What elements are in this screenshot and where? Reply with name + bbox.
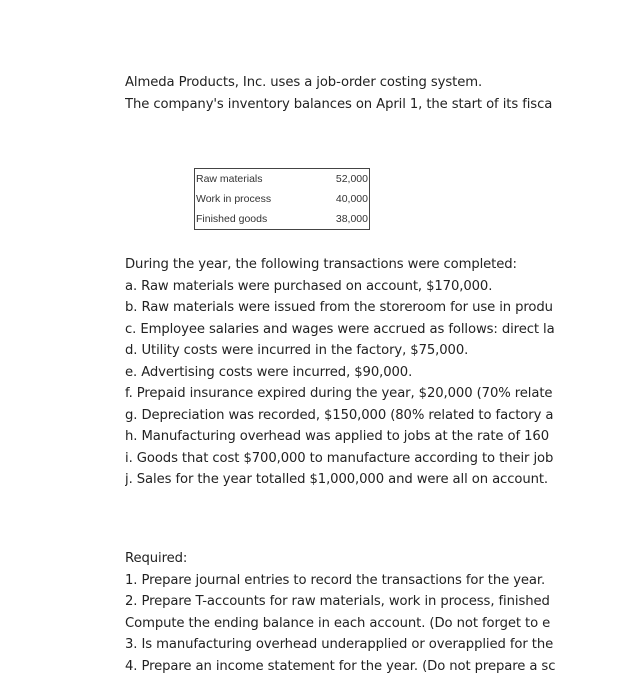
row-label: Work in process <box>196 193 272 205</box>
transaction-item: d. Utility costs were incurred in the factory, $75,000. <box>125 343 469 358</box>
row-label: Finished goods <box>196 213 268 225</box>
transaction-item: e. Advertising costs were incurred, $90,000. <box>125 364 413 380</box>
transactions-heading: During the year, the following transactions were completed: <box>125 257 517 272</box>
intro-line: The company's inventory balances on April 1, the start of its fisca <box>125 96 553 112</box>
table-row <box>195 209 370 230</box>
transaction-item: f. Prepaid insurance expired during the year, $20,000 (70% relate <box>125 386 553 401</box>
table-row <box>195 189 370 209</box>
required-heading: Required: <box>125 551 188 566</box>
transaction-item: j. Sales for the year totalled $1,000,000 and were all on account. <box>125 472 548 487</box>
row-value: 52,000 <box>335 173 368 185</box>
required-item: Compute the ending balance in each account. (Do not forget to e <box>125 615 551 631</box>
required-item: 3. Is manufacturing overhead underapplied or overapplied for the <box>125 637 554 652</box>
required-item: 2. Prepare T-accounts for raw materials, work in process, finished <box>125 594 550 609</box>
row-value: 40,000 <box>335 193 368 205</box>
row-label: Raw materials <box>196 173 263 185</box>
inventory-balances-table <box>194 168 370 230</box>
required-item: 1. Prepare journal entries to record the transactions for the year. <box>125 572 546 588</box>
transaction-item: h. Manufacturing overhead was applied to jobs at the rate of 160 <box>125 429 550 444</box>
row-value: 38,000 <box>335 213 368 225</box>
table-row <box>195 169 370 190</box>
transaction-item: a. Raw materials were purchased on account, $170,000. <box>125 278 493 294</box>
transaction-item: i. Goods that cost $700,000 to manufacture according to their job <box>125 450 554 466</box>
intro-text <box>125 72 590 115</box>
required-list <box>125 548 590 677</box>
required-item: 4. Prepare an income statement for the year. (Do not prepare a sc <box>125 658 556 674</box>
transaction-item: c. Employee salaries and wages were accrued as follows: direct la <box>125 321 555 337</box>
intro-line: Almeda Products, Inc. uses a job-order costing system. <box>125 75 483 90</box>
transactions-list <box>125 254 590 491</box>
transaction-item: g. Depreciation was recorded, $150,000 (80% related to factory a <box>125 407 554 423</box>
transaction-item: b. Raw materials were issued from the storeroom for use in produ <box>125 300 553 315</box>
